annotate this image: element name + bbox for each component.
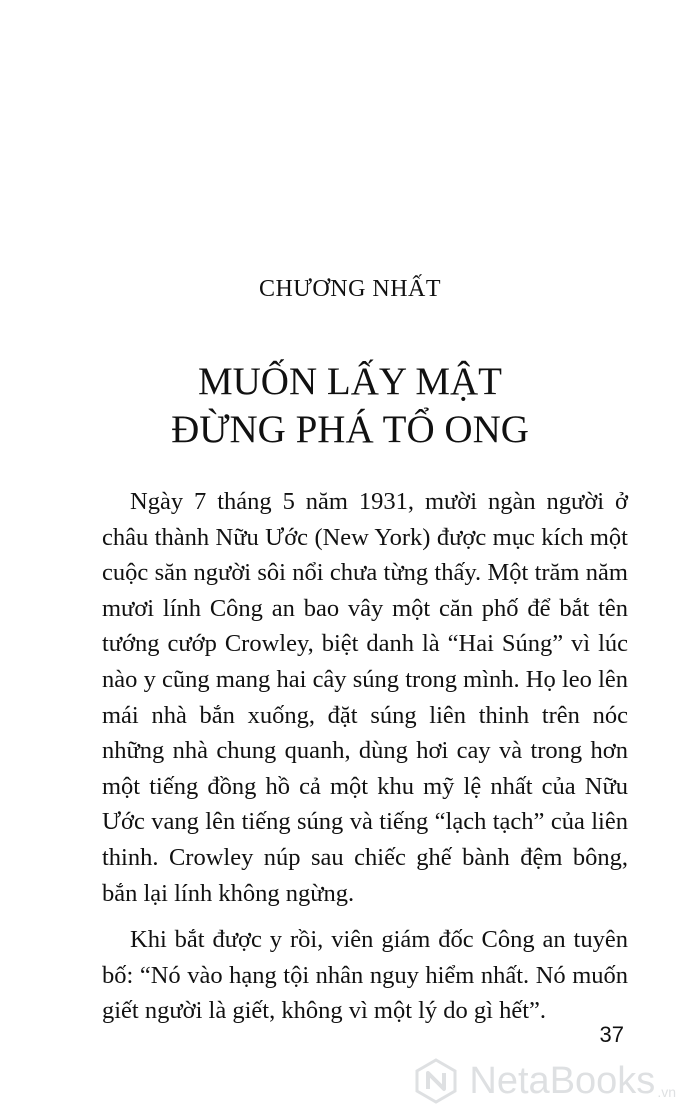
paragraph-1: Ngày 7 tháng 5 năm 1931, mười ngàn người ở châu thành Nữu Ước (New York) được mục kích một cuộc săn người sôi nổi chưa từng thấy. Một trăm năm mươi lính Công an bao vây một căn phố để bắt tên tướng cướp Crowley, biệt danh là “Hai Súng” vì lúc nào y cũng mang hai cây súng trong mình. Họ leo lên mái nhà bắn xuống, đặt súng liên thinh trên nóc những nhà chung quanh, dùng hơi cay và trong hơn một tiếng đồng hồ cả một khu mỹ lệ nhất của Nữu Ước vang lên tiếng súng và tiếng “lạch tạch” của liên thinh. Crowley núp sau chiếc ghế bành đệm bông, bắn lại lính không ngừng. [102,488,628,907]
netabooks-logo-icon [413,1058,459,1104]
watermark-suffix: .vn [657,1084,676,1100]
chapter-title-line-1: MUỐN LẤY MẬT [197,360,503,403]
body-text [102,484,628,1029]
watermark [413,1058,676,1104]
chapter-title-line-2: ĐỪNG PHÁ TỔ ONG [171,408,529,451]
page-number: 37 [599,1022,624,1047]
chapter-title [0,358,700,454]
watermark-brand: NetaBooks [469,1060,656,1102]
paragraph-2: Khi bắt được y rồi, viên giám đốc Công an tuyên bố: “Nó vào hạng tội nhân nguy hiểm nhất. Nó muốn giết người là giết, không vì một lý do gì hết”. [102,926,628,1025]
chapter-label: CHƯƠNG NHẤT [258,276,442,302]
